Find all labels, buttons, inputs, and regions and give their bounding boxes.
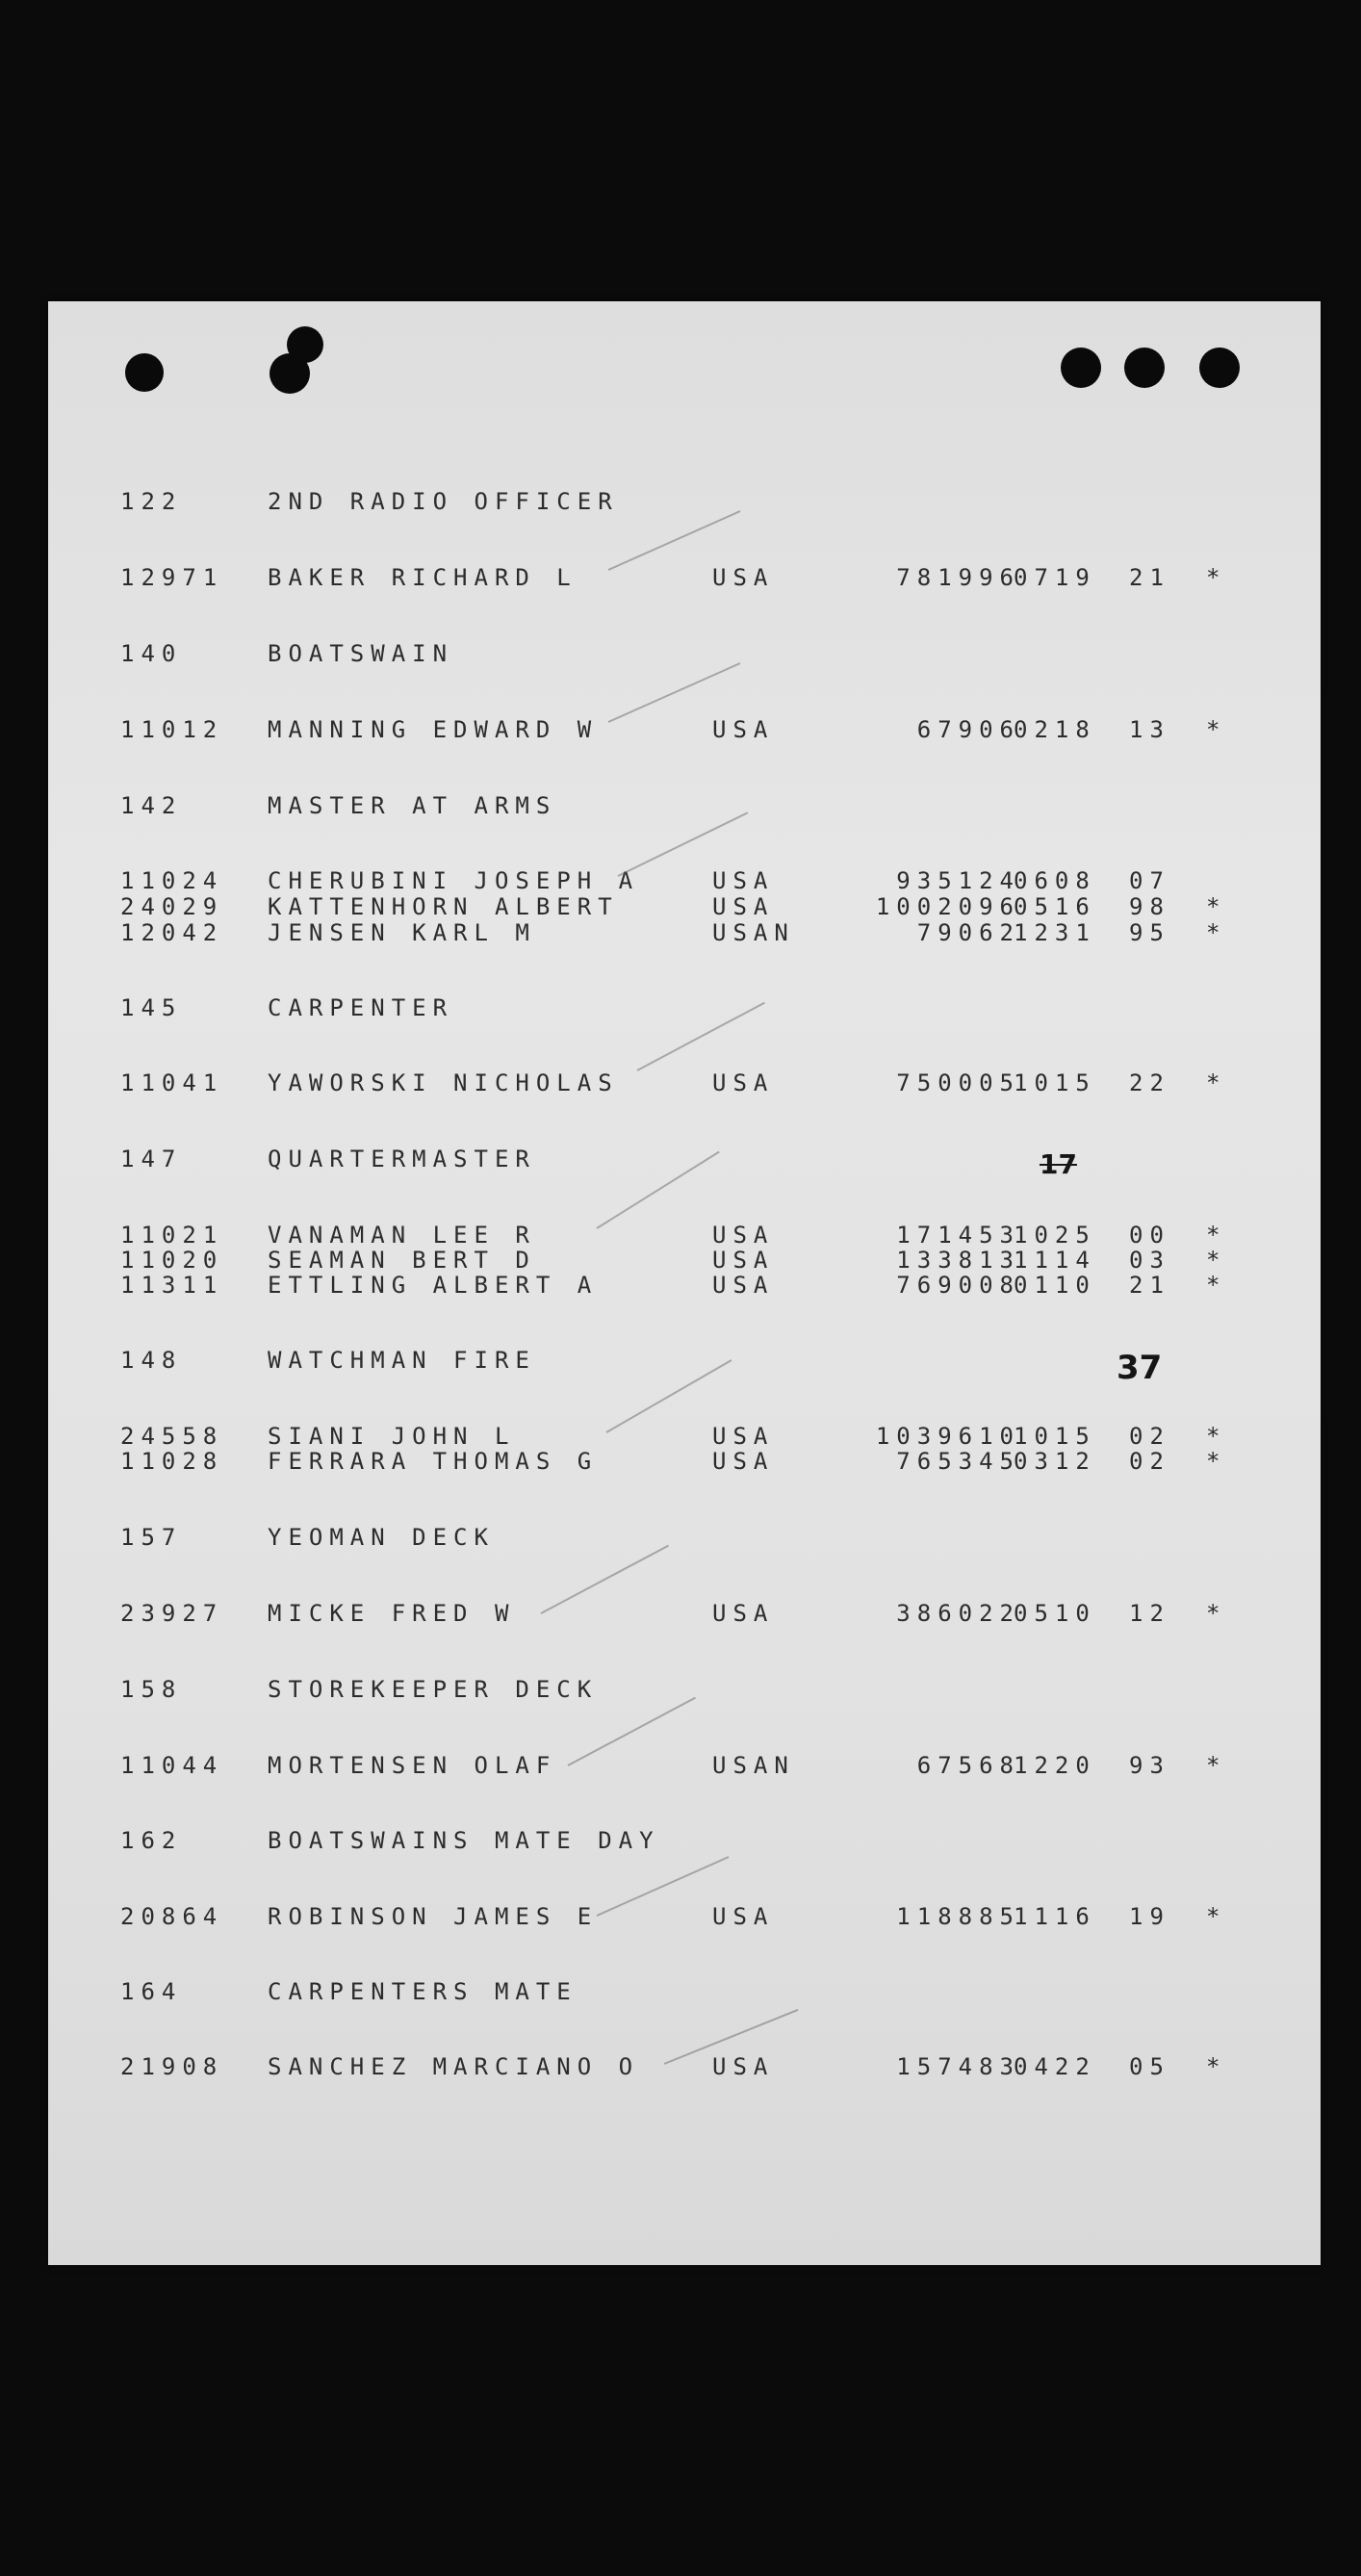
pencil-tick bbox=[608, 510, 741, 571]
citizenship: USA bbox=[712, 1222, 775, 1249]
section-title: WATCHMAN FIRE bbox=[268, 1347, 536, 1374]
crew-number: 11024 bbox=[120, 867, 224, 894]
section-title: BOATSWAINS MATE DAY bbox=[268, 1827, 660, 1854]
section-title: QUARTERMASTER bbox=[268, 1146, 536, 1172]
section-code: 158 bbox=[120, 1676, 183, 1703]
birth-year: 02 bbox=[1129, 1423, 1170, 1450]
citizenship: USA bbox=[712, 564, 775, 591]
row-mark: * bbox=[1206, 1600, 1227, 1627]
section-header bbox=[48, 1827, 1321, 1856]
crew-row bbox=[48, 2053, 1321, 2082]
crew-number: 23927 bbox=[120, 1600, 224, 1627]
document-number: 765345 bbox=[896, 1448, 1020, 1475]
document-number: 67906 bbox=[916, 716, 1020, 743]
birth-year: 95 bbox=[1129, 919, 1170, 946]
birth-year: 19 bbox=[1129, 1903, 1170, 1930]
crew-number: 11020 bbox=[120, 1247, 224, 1274]
row-mark: * bbox=[1206, 1752, 1227, 1779]
citizenship: USAN bbox=[712, 919, 795, 946]
section-header bbox=[48, 792, 1321, 821]
section-title: BOATSWAIN bbox=[268, 640, 454, 667]
citizenship: USA bbox=[712, 1069, 775, 1096]
citizenship: USA bbox=[712, 867, 775, 894]
birth-date: 0516 bbox=[1014, 893, 1096, 920]
section-title: CARPENTERS MATE bbox=[268, 1978, 578, 2005]
document-number: 157483 bbox=[896, 2053, 1020, 2080]
pencil-tick bbox=[608, 662, 741, 723]
crew-name: ETTLING ALBERT A bbox=[268, 1272, 599, 1299]
section-header bbox=[48, 640, 1321, 669]
crew-name: ROBINSON JAMES E bbox=[268, 1903, 599, 1930]
section-header bbox=[48, 1146, 1321, 1174]
document-number: 133813 bbox=[896, 1247, 1020, 1274]
crew-name: FERRARA THOMAS G bbox=[268, 1448, 599, 1475]
section-header bbox=[48, 1524, 1321, 1553]
section-header bbox=[48, 488, 1321, 517]
section-title: MASTER AT ARMS bbox=[268, 792, 557, 819]
crew-number: 24558 bbox=[120, 1423, 224, 1450]
birth-date: 1220 bbox=[1014, 1752, 1096, 1779]
crew-name: KATTENHORN ALBERT bbox=[268, 893, 619, 920]
section-header bbox=[48, 994, 1321, 1023]
birth-year: 02 bbox=[1129, 1448, 1170, 1475]
crew-number: 11311 bbox=[120, 1272, 224, 1299]
document-number: 781996 bbox=[896, 564, 1020, 591]
citizenship: USA bbox=[712, 1600, 775, 1627]
punch-hole bbox=[1199, 348, 1240, 388]
birth-year: 07 bbox=[1129, 867, 1170, 894]
section-code: 145 bbox=[120, 994, 183, 1021]
crew-name: MORTENSEN OLAF bbox=[268, 1752, 557, 1779]
crew-number: 11028 bbox=[120, 1448, 224, 1475]
document-number: 386022 bbox=[896, 1600, 1020, 1627]
crew-name: VANAMAN LEE R bbox=[268, 1222, 536, 1249]
document-number: 935124 bbox=[896, 867, 1020, 894]
citizenship: USA bbox=[712, 2053, 775, 2080]
crew-row bbox=[48, 867, 1321, 896]
birth-date: 0110 bbox=[1014, 1272, 1096, 1299]
citizenship: USA bbox=[712, 893, 775, 920]
citizenship: USA bbox=[712, 1247, 775, 1274]
birth-year: 93 bbox=[1129, 1752, 1170, 1779]
crew-name: JENSEN KARL M bbox=[268, 919, 536, 946]
document-number: 1002096 bbox=[875, 893, 1020, 920]
birth-date: 0510 bbox=[1014, 1600, 1096, 1627]
crew-name: SANCHEZ MARCIANO O bbox=[268, 2053, 640, 2080]
citizenship: USA bbox=[712, 716, 775, 743]
section-code: 164 bbox=[120, 1978, 183, 2005]
birth-date: 0719 bbox=[1014, 564, 1096, 591]
crew-row bbox=[48, 1752, 1321, 1781]
row-mark: * bbox=[1206, 564, 1227, 591]
birth-date: 1114 bbox=[1014, 1247, 1096, 1274]
section-code: 122 bbox=[120, 488, 183, 515]
crew-number: 20864 bbox=[120, 1903, 224, 1930]
birth-date: 0218 bbox=[1014, 716, 1096, 743]
crew-number: 12042 bbox=[120, 919, 224, 946]
section-code: 162 bbox=[120, 1827, 183, 1854]
crew-number: 11044 bbox=[120, 1752, 224, 1779]
crew-row bbox=[48, 564, 1321, 593]
row-mark: * bbox=[1206, 1222, 1227, 1249]
section-title: 2ND RADIO OFFICER bbox=[268, 488, 619, 515]
crew-name: BAKER RICHARD L bbox=[268, 564, 578, 591]
birth-year: 21 bbox=[1129, 1272, 1170, 1299]
birth-year: 22 bbox=[1129, 1069, 1170, 1096]
birth-year: 12 bbox=[1129, 1600, 1170, 1627]
crew-name: SEAMAN BERT D bbox=[268, 1247, 536, 1274]
birth-year: 00 bbox=[1129, 1222, 1170, 1249]
document-number: 1039610 bbox=[875, 1423, 1020, 1450]
section-header bbox=[48, 1676, 1321, 1705]
page-number: 37 bbox=[1117, 1349, 1163, 1387]
row-mark: * bbox=[1206, 1069, 1227, 1096]
crew-row bbox=[48, 1448, 1321, 1477]
crew-row bbox=[48, 1069, 1321, 1098]
document-number: 118885 bbox=[896, 1903, 1020, 1930]
crew-name: MANNING EDWARD W bbox=[268, 716, 599, 743]
crew-number: 11021 bbox=[120, 1222, 224, 1249]
document-number: 171453 bbox=[896, 1222, 1020, 1249]
punch-hole bbox=[1124, 348, 1165, 388]
section-code: 147 bbox=[120, 1146, 183, 1172]
row-mark: * bbox=[1206, 1247, 1227, 1274]
section-code: 157 bbox=[120, 1524, 183, 1551]
citizenship: USA bbox=[712, 1272, 775, 1299]
crew-row bbox=[48, 1600, 1321, 1629]
birth-year: 13 bbox=[1129, 716, 1170, 743]
row-mark: * bbox=[1206, 893, 1227, 920]
struck-number: 17 bbox=[1040, 1148, 1077, 1180]
crew-number: 21908 bbox=[120, 2053, 224, 2080]
citizenship: USAN bbox=[712, 1752, 795, 1779]
punch-hole bbox=[287, 326, 323, 363]
punch-hole bbox=[125, 353, 164, 392]
birth-year: 98 bbox=[1129, 893, 1170, 920]
birth-year: 21 bbox=[1129, 564, 1170, 591]
birth-date: 0422 bbox=[1014, 2053, 1096, 2080]
crew-name: MICKE FRED W bbox=[268, 1600, 516, 1627]
punch-hole bbox=[1061, 348, 1101, 388]
section-header bbox=[48, 1978, 1321, 2007]
section-title: CARPENTER bbox=[268, 994, 454, 1021]
crew-number: 24029 bbox=[120, 893, 224, 920]
row-mark: * bbox=[1206, 1272, 1227, 1299]
citizenship: USA bbox=[712, 1903, 775, 1930]
row-mark: * bbox=[1206, 1903, 1227, 1930]
crew-row bbox=[48, 716, 1321, 745]
crew-name: SIANI JOHN L bbox=[268, 1423, 516, 1450]
birth-date: 1116 bbox=[1014, 1903, 1096, 1930]
row-mark: * bbox=[1206, 1423, 1227, 1450]
document-number: 79062 bbox=[916, 919, 1020, 946]
crew-row bbox=[48, 893, 1321, 922]
citizenship: USA bbox=[712, 1423, 775, 1450]
section-code: 148 bbox=[120, 1347, 183, 1374]
section-title: YEOMAN DECK bbox=[268, 1524, 495, 1551]
document-number: 750005 bbox=[896, 1069, 1020, 1096]
row-mark: * bbox=[1206, 919, 1227, 946]
document-number: 67568 bbox=[916, 1752, 1020, 1779]
row-mark: * bbox=[1206, 2053, 1227, 2080]
row-mark: * bbox=[1206, 716, 1227, 743]
section-title: STOREKEEPER DECK bbox=[268, 1676, 599, 1703]
crew-row bbox=[48, 919, 1321, 948]
birth-date: 1015 bbox=[1014, 1423, 1096, 1450]
birth-date: 1015 bbox=[1014, 1069, 1096, 1096]
crew-row bbox=[48, 1272, 1321, 1301]
birth-date: 1231 bbox=[1014, 919, 1096, 946]
birth-date: 0608 bbox=[1014, 867, 1096, 894]
crew-name: CHERUBINI JOSEPH A bbox=[268, 867, 640, 894]
crew-row bbox=[48, 1903, 1321, 1932]
document-number: 769008 bbox=[896, 1272, 1020, 1299]
roster-sheet bbox=[48, 301, 1321, 2265]
birth-year: 03 bbox=[1129, 1247, 1170, 1274]
birth-date: 1025 bbox=[1014, 1222, 1096, 1249]
crew-number: 12971 bbox=[120, 564, 224, 591]
citizenship: USA bbox=[712, 1448, 775, 1475]
crew-number: 11012 bbox=[120, 716, 224, 743]
birth-year: 05 bbox=[1129, 2053, 1170, 2080]
birth-date: 0312 bbox=[1014, 1448, 1096, 1475]
crew-name: YAWORSKI NICHOLAS bbox=[268, 1069, 619, 1096]
crew-number: 11041 bbox=[120, 1069, 224, 1096]
section-code: 142 bbox=[120, 792, 183, 819]
row-mark: * bbox=[1206, 1448, 1227, 1475]
section-code: 140 bbox=[120, 640, 183, 667]
